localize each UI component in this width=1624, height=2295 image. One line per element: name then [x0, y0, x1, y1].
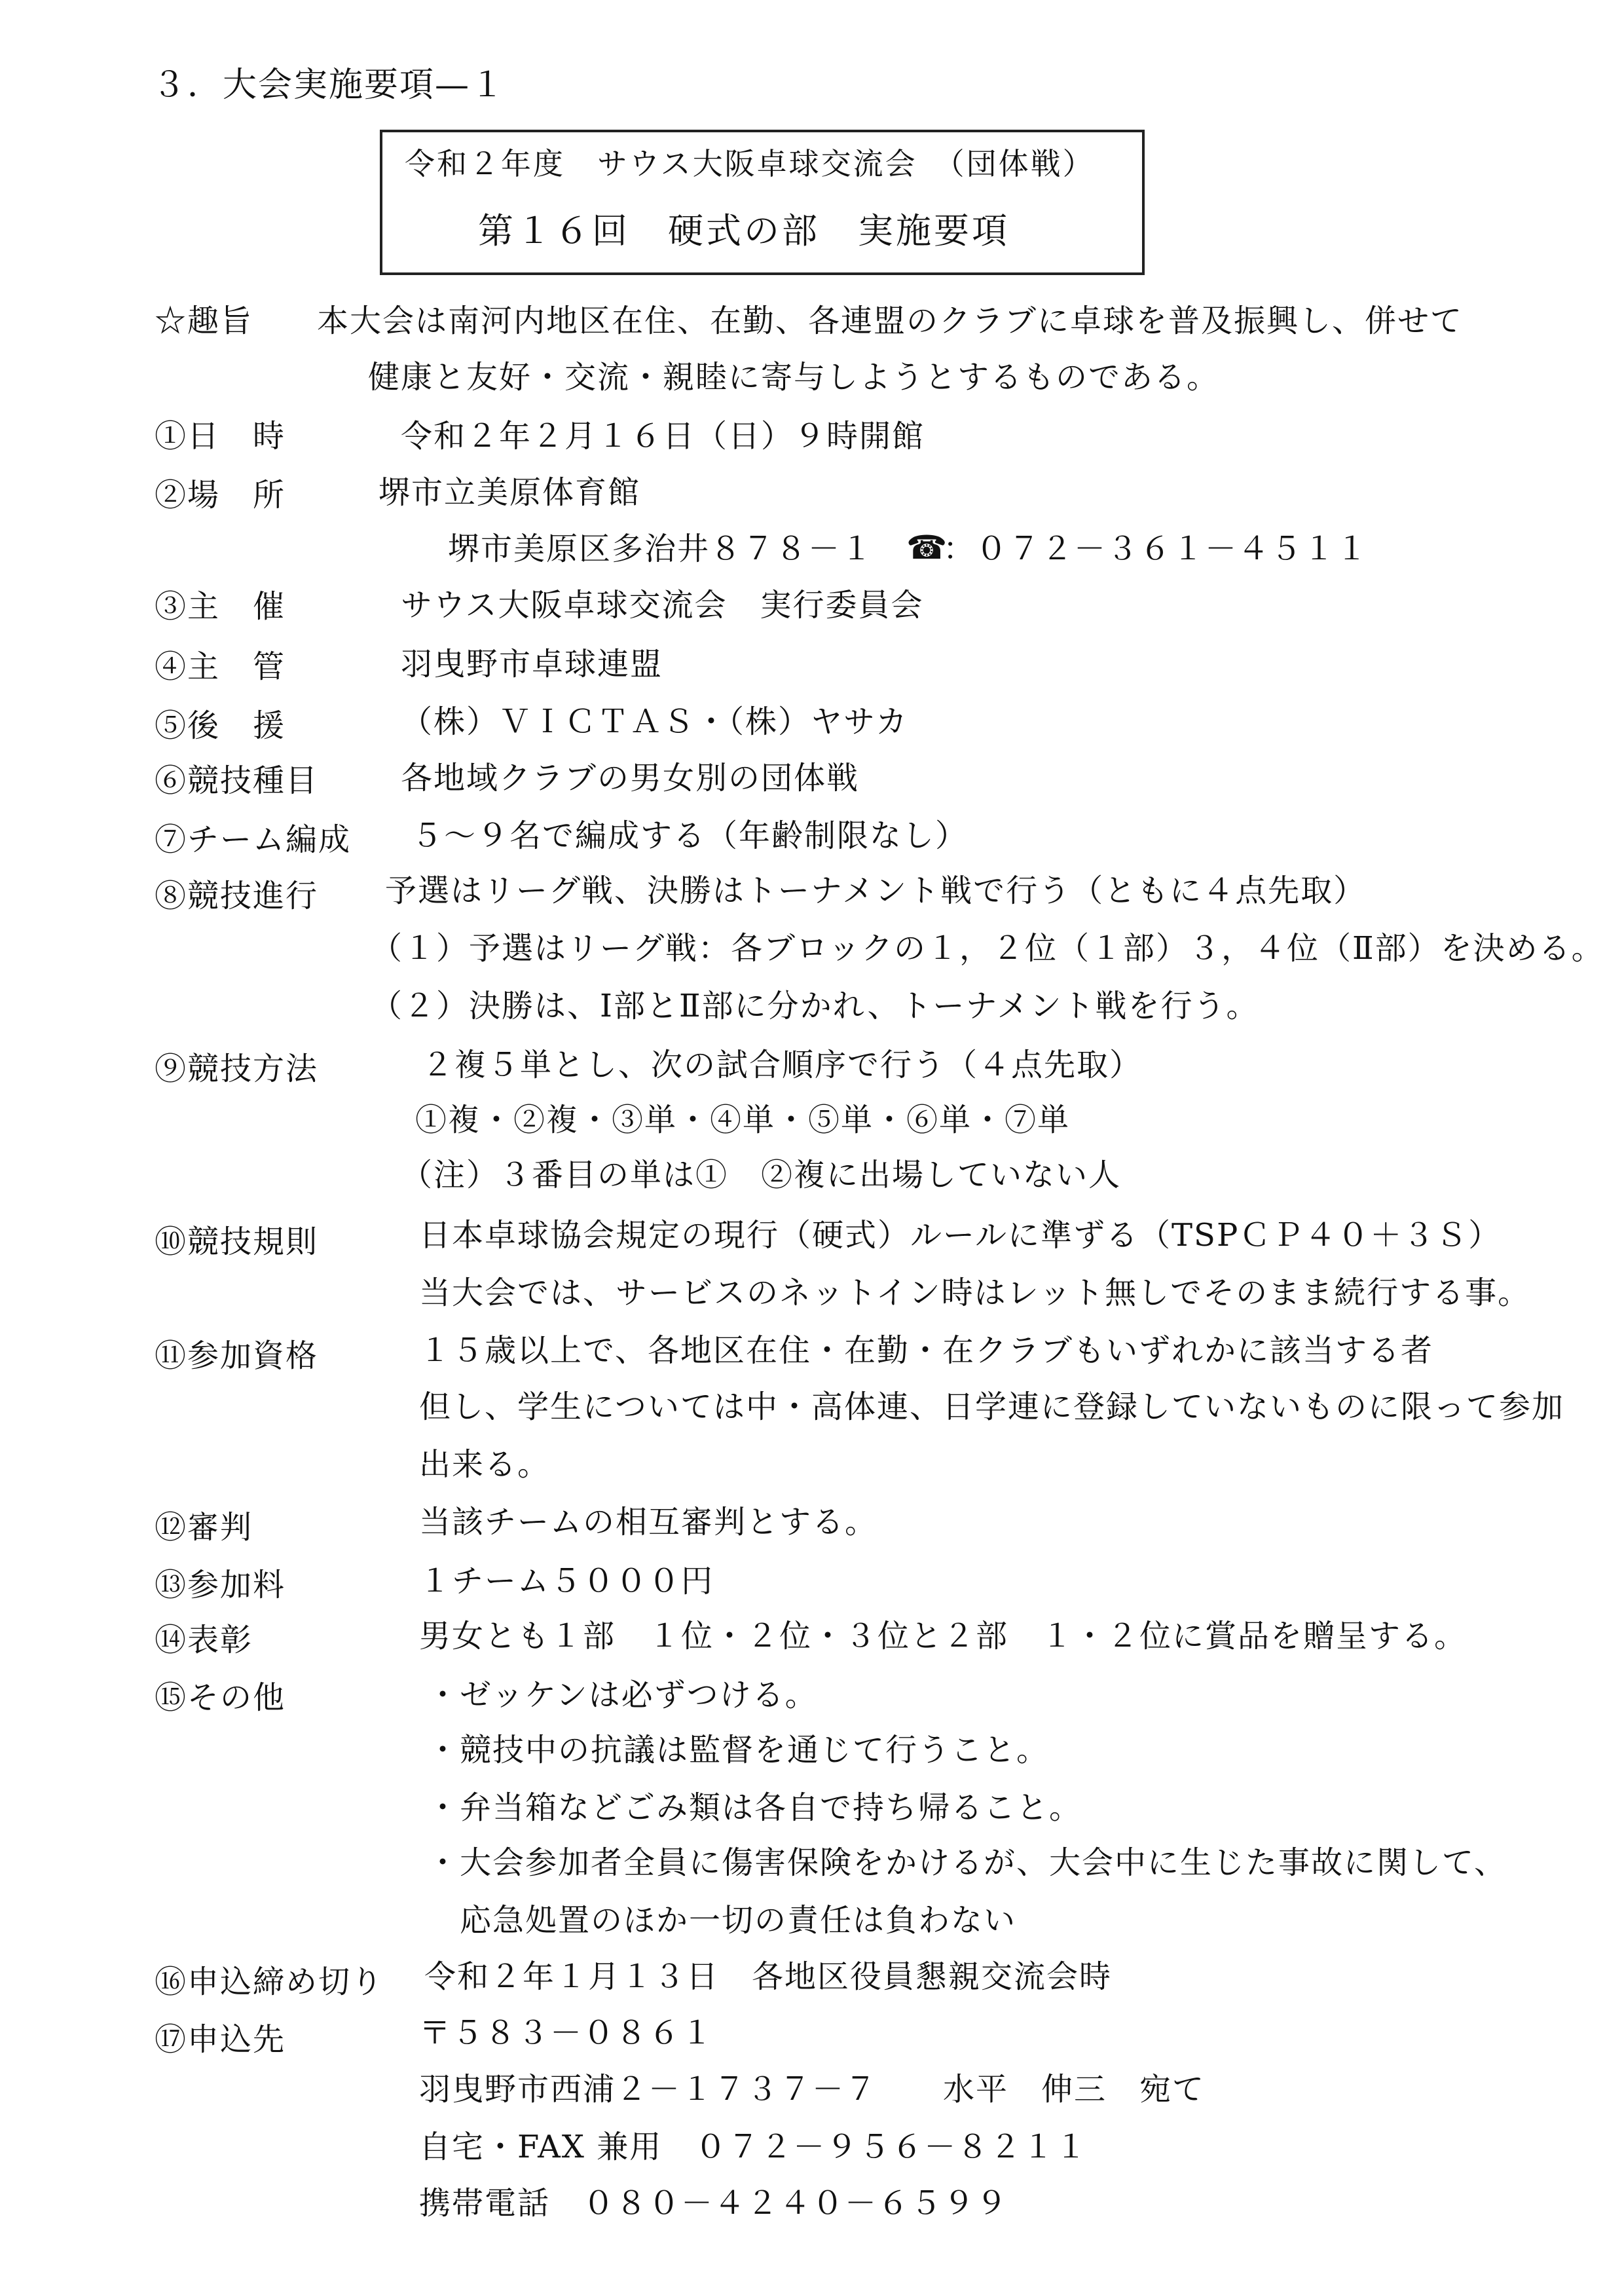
awards-label: ⑭表彰: [155, 1622, 253, 1658]
referee-label: ⑫審判: [155, 1509, 253, 1546]
eligibility-value: １５歳以上で、各地区在住・在勤・在クラブもいずれかに該当する者: [419, 1332, 1434, 1369]
progress-sub-2: （２）決勝は、Ⅰ部とⅡ部に分かれ、トーナメント戦を行う。: [371, 988, 1259, 1024]
events-label: ⑥競技種目: [155, 762, 319, 799]
progress-sub-1: （１）予選はリーグ戦：各ブロックの１，２位（１部）３，４位（Ⅱ部）を決める。: [371, 930, 1604, 967]
other-line: ・大会参加者全員に傷害保険をかけるが、大会中に生じた事故に関して、: [427, 1844, 1507, 1881]
venue-address: 堺市美原区多治井８７８－１: [448, 531, 874, 567]
purpose-label: ☆趣旨: [155, 303, 253, 339]
progress-value: 予選はリーグ戦、決勝はトーナメント戦で行う（ともに４点先取）: [385, 872, 1367, 909]
other-label: ⑮その他: [155, 1679, 286, 1716]
referee-value: 当該チームの相互審判とする。: [419, 1504, 878, 1540]
eligibility-line-2: 但し、学生については中・高体連、日学連に登録していないものに限って参加: [419, 1389, 1565, 1425]
organizer-label: ③主 催: [155, 588, 286, 625]
deadline-value: 令和２年１月１３日 各地区役員懇親交流会時: [424, 1958, 1113, 1995]
title-line-1: 令和２年度 サウス大阪卓球交流会 （団体戦）: [405, 146, 1095, 181]
title-line-2: 第１６回 硬式の部 実施要項: [478, 210, 1010, 252]
eligibility-line-3: 出来る。: [419, 1446, 551, 1483]
phone-icon: ☎: [906, 529, 949, 567]
contact-mobile: 携帯電話 ０８０－４２４０－６５９９: [419, 2185, 1009, 2222]
fee-value: １チーム５０００円: [419, 1563, 714, 1599]
progress-label: ⑧競技進行: [155, 878, 319, 914]
other-line: 応急処置のほか一切の責任は負わない: [460, 1902, 1017, 1939]
organizer-value: サウス大阪卓球交流会 実行委員会: [401, 587, 924, 624]
support-label: ⑤後 援: [155, 707, 286, 744]
rules-label: ⑩競技規則: [155, 1223, 319, 1260]
title-box: [380, 130, 1145, 275]
events-value: 各地域クラブの男女別の団体戦: [401, 760, 860, 796]
method-order: ①複・②複・③単・④単・⑤単・⑥単・⑦単: [415, 1102, 1071, 1138]
rules-line-2: 当大会では、サービスのネットイン時はレット無しでそのまま続行する事。: [419, 1275, 1531, 1311]
management-value: 羽曳野市卓球連盟: [401, 646, 663, 682]
team-value: ５～９名で編成する（年齢制限なし）: [411, 817, 969, 854]
contact-address: 羽曳野市西浦２－１７３７－７ 水平 伸三 宛て: [419, 2071, 1206, 2108]
purpose-line-2: 健康と友好・交流・親睦に寄与しようとするものである。: [368, 359, 1220, 396]
method-label: ⑨競技方法: [155, 1051, 319, 1087]
other-line: ・弁当箱などごみ類は各自で持ち帰ること。: [427, 1789, 1082, 1826]
eligibility-label: ⑪参加資格: [155, 1337, 319, 1374]
other-line: ・ゼッケンは必ずつける。: [427, 1677, 818, 1713]
date-label: ①日 時: [155, 418, 286, 455]
support-value: （株）ＶＩＣＴＡＳ・（株）ヤサカ: [401, 703, 909, 740]
rules-value: 日本卓球協会規定の現行（硬式）ルールに準ずる（TSPＣＰ４０＋３Ｓ）: [419, 1217, 1502, 1254]
purpose-line-1: 本大会は南河内地区在住、在勤、各連盟のクラブに卓球を普及振興し、併せて: [317, 303, 1464, 339]
awards-value: 男女とも１部 １位・２位・３位と２部 １・２位に賞品を贈呈する。: [419, 1618, 1467, 1654]
page-heading: ３．大会実施要項—１: [152, 65, 506, 105]
contact-fax: 自宅・FAX 兼用 ０７２－９５６－８２１１: [419, 2129, 1088, 2165]
venue-value: 堺市立美原体育館: [378, 474, 641, 511]
date-value: 令和２年２月１６日（日）９時開館: [401, 418, 925, 455]
method-note: （注）３番目の単は① ②複に出場していない人: [401, 1157, 1122, 1193]
fee-label: ⑬参加料: [155, 1567, 286, 1603]
method-value: ２複５単とし、次の試合順序で行う（４点先取）: [422, 1047, 1143, 1083]
other-line: ・競技中の抗議は監督を通じて行うこと。: [427, 1732, 1050, 1768]
team-label: ⑦チーム編成: [155, 821, 352, 858]
venue-label: ②場 所: [155, 477, 286, 513]
venue-phone: ：０７２－３６１－４５１１: [943, 531, 1369, 567]
management-label: ④主 管: [155, 648, 286, 685]
contact-label: ⑰申込先: [155, 2021, 286, 2058]
deadline-label: ⑯申込締め切り: [155, 1964, 384, 2000]
contact-postal: 〒５８３－０８６１: [419, 2015, 714, 2051]
